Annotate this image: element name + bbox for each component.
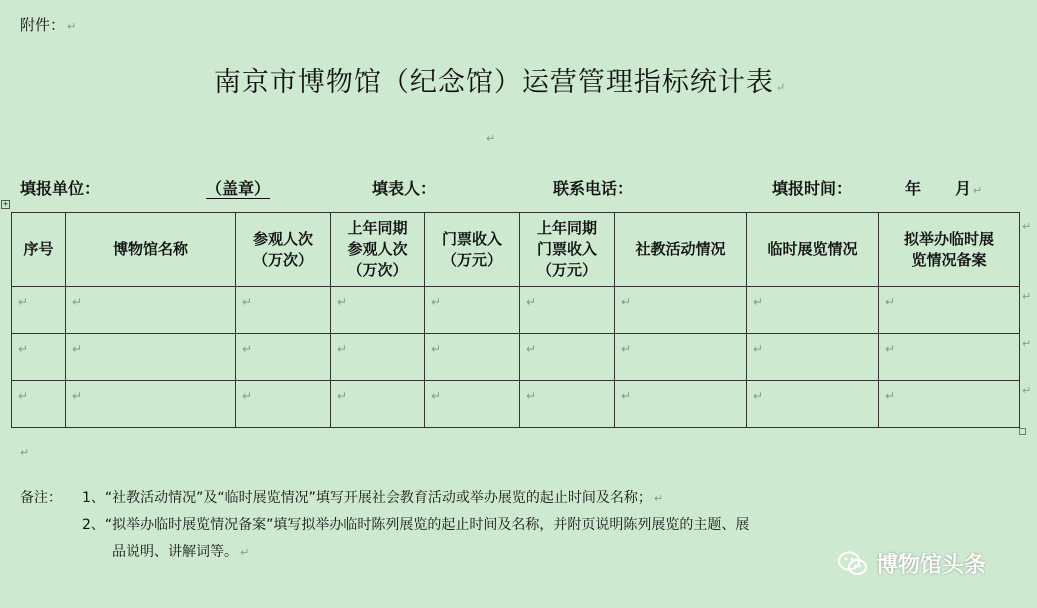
column-header (12, 213, 66, 287)
column-header-line: 博物馆名称 (112, 240, 188, 258)
fill-unit-label: 填报单位： (20, 179, 101, 198)
column-header (66, 213, 236, 287)
table-cell[interactable] (12, 287, 66, 334)
column-header-line: 拟举办临时展 (903, 229, 994, 248)
filler-label: 填表人： (372, 179, 437, 198)
paragraph-mark: ↵ (337, 295, 348, 309)
paragraph-mark: ↵ (753, 389, 764, 403)
table-cell[interactable] (747, 287, 879, 334)
phone-label: 联系电话： (553, 179, 634, 198)
table-cell[interactable] (331, 334, 425, 381)
paragraph-mark: ↵ (885, 389, 896, 403)
paragraph-mark: ↵ (72, 295, 83, 309)
column-header (615, 213, 747, 287)
paragraph-mark: ↵ (486, 132, 496, 145)
table-cell[interactable] (12, 334, 66, 381)
table-cell[interactable] (236, 287, 331, 334)
table-cell[interactable] (520, 287, 615, 334)
table-cell[interactable] (879, 287, 1020, 334)
column-header-line: 序号 (23, 240, 54, 258)
column-header-line: （万元） (536, 261, 597, 279)
column-header (520, 213, 615, 287)
table-cell[interactable] (520, 334, 615, 381)
table-cell[interactable] (236, 334, 331, 381)
paragraph-mark: ↵ (67, 20, 77, 33)
paragraph-mark: ↵ (242, 389, 253, 403)
attachment-label: 附件： ↵ (20, 16, 77, 34)
table-cell[interactable] (615, 287, 747, 334)
paragraph-mark: ↵ (1022, 290, 1032, 303)
column-header-line: 社教活动情况 (635, 240, 726, 258)
paragraph-mark: ↵ (1022, 220, 1032, 233)
table-cell[interactable] (520, 381, 615, 428)
paragraph-mark: ↵ (753, 342, 764, 356)
paragraph-mark: ↵ (885, 295, 896, 309)
paragraph-mark: ↵ (431, 389, 442, 403)
paragraph-mark: ↵ (18, 342, 29, 356)
table-move-handle-icon[interactable]: + (2, 200, 9, 208)
table-cell[interactable] (615, 381, 747, 428)
paragraph-mark: ↵ (621, 295, 632, 309)
paragraph-mark: ↵ (431, 342, 442, 356)
table-cell[interactable] (66, 381, 236, 428)
table-cell[interactable] (12, 381, 66, 428)
column-header-line: （万元） (441, 250, 502, 269)
table-cell[interactable] (236, 381, 331, 428)
column-header (747, 213, 879, 287)
paragraph-mark: ↵ (242, 342, 253, 356)
paragraph-mark: ↵ (72, 389, 83, 403)
table-cell[interactable] (879, 334, 1020, 381)
table-row (12, 381, 1020, 428)
note-1: 1、“社教活动情况”及“临时展览情况”填写开展社会教育活动或举办展览的起止时间及名称； ↵ (82, 490, 664, 506)
paragraph-mark: ↵ (240, 546, 250, 559)
column-header-line: 览情况备案 (911, 250, 987, 269)
paragraph-mark: ↵ (775, 81, 787, 94)
table-cell[interactable] (425, 287, 520, 334)
paragraph-mark: ↵ (1022, 384, 1032, 397)
paragraph-mark: ↵ (653, 492, 664, 505)
column-header-line: 临时展览情况 (767, 240, 858, 258)
note-2-line-1: 2、“拟举办临时展览情况备案”填写拟举办临时陈列展览的起止时间及名称，并附页说明陈列展览的主题、展 (82, 517, 750, 533)
paragraph-mark: ↵ (526, 342, 537, 356)
paragraph-mark: ↵ (526, 389, 537, 403)
column-header-line: 上年同期 (536, 219, 597, 237)
watermark-text: 博物馆头条 (876, 553, 987, 578)
column-header (879, 213, 1020, 287)
column-header-line: 参观人次 (252, 229, 313, 248)
paragraph-mark: ↵ (72, 342, 83, 356)
paragraph-mark: ↵ (337, 389, 348, 403)
notes-label: 备注： (20, 490, 62, 506)
table-cell[interactable] (66, 334, 236, 381)
year-label: 年 (905, 179, 922, 198)
watermark (838, 548, 986, 579)
paragraph-mark: ↵ (242, 295, 253, 309)
column-header (331, 213, 425, 287)
table-cell[interactable] (425, 334, 520, 381)
table-cell[interactable] (615, 334, 747, 381)
paragraph-mark: ↵ (18, 389, 29, 403)
wechat-icon (838, 551, 868, 577)
column-header-line: （万次） (252, 250, 313, 269)
column-header (425, 213, 520, 287)
table-cell[interactable] (425, 381, 520, 428)
paragraph-mark: ↵ (621, 342, 632, 356)
paragraph-mark: ↵ (20, 446, 30, 459)
document-title: 南京市博物馆（纪念馆）运营管理指标统计表 ↵ (213, 67, 787, 98)
table-cell[interactable] (747, 381, 879, 428)
paragraph-mark: ↵ (526, 295, 537, 309)
column-header-line: 门票收入 (441, 229, 502, 248)
paragraph-mark: ↵ (337, 342, 348, 356)
paragraph-mark: ↵ (885, 342, 896, 356)
column-header-line: 上年同期 (347, 219, 408, 237)
table-cell[interactable] (747, 334, 879, 381)
column-header-line: 门票收入 (536, 240, 597, 258)
paragraph-mark: ↵ (1022, 337, 1032, 350)
note-2-line-2: 品说明、讲解词等。 ↵ (112, 544, 250, 560)
month-label: 月 ↵ (955, 179, 983, 198)
paragraph-mark: ↵ (621, 389, 632, 403)
column-header (236, 213, 331, 287)
statistics-table (11, 212, 1020, 428)
paragraph-mark: ↵ (18, 295, 29, 309)
table-resize-handle-icon[interactable] (1019, 428, 1026, 435)
fill-time-label: 填报时间： (772, 179, 853, 198)
fill-unit-stamp-field[interactable]: （盖章） (206, 179, 271, 198)
paragraph-mark: ↵ (753, 295, 764, 309)
table-row (12, 287, 1020, 334)
table-cell[interactable] (66, 287, 236, 334)
table-cell[interactable] (331, 287, 425, 334)
table-cell[interactable] (331, 381, 425, 428)
table-cell[interactable] (879, 381, 1020, 428)
paragraph-mark: ↵ (431, 295, 442, 309)
column-header-line: （万次） (347, 261, 408, 279)
header-row (12, 213, 1020, 287)
table-row (12, 334, 1020, 381)
paragraph-mark: ↵ (973, 184, 983, 197)
column-header-line: 参观人次 (347, 240, 408, 258)
